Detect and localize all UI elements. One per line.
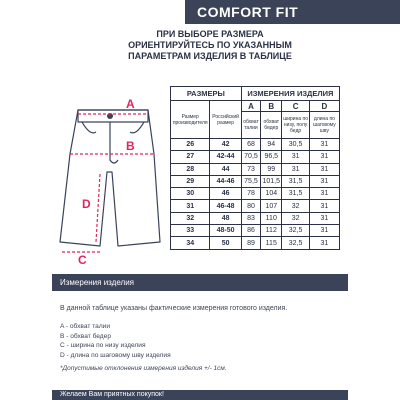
measure-label: обхват бедер [261, 112, 282, 139]
legend-item: C - ширина по низу изделия [60, 342, 146, 350]
header-measurements: ИЗМЕРЕНИЯ ИЗДЕЛИЯ [241, 87, 339, 101]
table-row [171, 151, 340, 163]
table-cell: 44 [210, 163, 241, 175]
table-cell: 29 [171, 175, 210, 187]
brand-title: COMFORT FIT [185, 0, 400, 24]
legend-item: B - обхват бедер [60, 332, 111, 340]
description: В данной таблице указаны фактические измерения готового изделия. [60, 305, 288, 312]
table-row [171, 212, 340, 224]
table-cell: 50 [210, 237, 241, 249]
table-cell: 31,5 [282, 188, 310, 200]
col-russian: Российский размер [210, 101, 241, 139]
tolerance-note: *Допустимые отклонения измерения изделия +/- 1см. [60, 365, 227, 372]
label-a: A [126, 97, 135, 111]
table-cell: 107 [261, 200, 282, 212]
table-cell: 46 [210, 188, 241, 200]
measure-label: ширина по низу, полу бедр [282, 112, 310, 139]
table-cell: 48-50 [210, 225, 241, 237]
col-letter: B [261, 101, 282, 112]
table-cell: 26 [171, 139, 210, 151]
table-cell: 99 [261, 163, 282, 175]
table-cell: 32 [282, 212, 310, 224]
top-bar [0, 0, 400, 24]
table-cell: 32,5 [282, 225, 310, 237]
col-letter: C [282, 101, 310, 112]
section-title: Измерения изделия [52, 274, 348, 291]
table-cell: 31 [309, 139, 339, 151]
legend [60, 322, 171, 360]
table-cell: 31 [309, 225, 339, 237]
size-table [170, 86, 340, 250]
table-row [171, 200, 340, 212]
table-cell: 70,5 [241, 151, 260, 163]
table-cell: 32 [171, 212, 210, 224]
instruction-text [100, 29, 320, 62]
label-b: B [126, 139, 135, 153]
table-cell: 86 [241, 225, 260, 237]
header-sizes: РАЗМЕРЫ [171, 87, 242, 101]
table-cell: 75,5 [241, 175, 260, 187]
label-c: C [78, 253, 87, 264]
table-cell: 110 [261, 212, 282, 224]
table-cell: 31 [309, 212, 339, 224]
table-cell: 31 [309, 175, 339, 187]
table-cell: 33 [171, 225, 210, 237]
table-cell: 104 [261, 188, 282, 200]
table-cell: 31 [309, 163, 339, 175]
table-cell: 89 [241, 237, 260, 249]
table-cell: 78 [241, 188, 260, 200]
measure-label: обхват талии [241, 112, 260, 139]
table-cell: 31 [171, 200, 210, 212]
table-row [171, 175, 340, 187]
table-cell: 94 [261, 139, 282, 151]
table-cell: 44-46 [210, 175, 241, 187]
instruction-line: ПРИ ВЫБОРЕ РАЗМЕРА [156, 29, 264, 39]
table-cell: 31 [309, 200, 339, 212]
table-cell: 31 [309, 237, 339, 249]
table-row [171, 237, 340, 249]
col-maker: Размер производителя [171, 101, 210, 139]
footer: Желаем Вам приятных покупок! [52, 390, 348, 400]
table-cell: 80 [241, 200, 260, 212]
table-cell: 30 [171, 188, 210, 200]
table-row [171, 225, 340, 237]
legend-item: A - обхват талии [60, 323, 111, 330]
table-row [171, 139, 340, 151]
table-cell: 31 [282, 151, 310, 163]
table-cell: 96,5 [261, 151, 282, 163]
instruction-line: ПАРАМЕТРАМ ИЗДЕЛИЯ В ТАБЛИЦЕ [128, 51, 292, 61]
table-cell: 27 [171, 151, 210, 163]
table-cell: 31,5 [282, 175, 310, 187]
table-cell: 30,5 [282, 139, 310, 151]
table-cell: 34 [171, 237, 210, 249]
table-cell: 31 [309, 151, 339, 163]
table-cell: 32 [282, 200, 310, 212]
table-cell: 31 [309, 188, 339, 200]
table-cell: 31 [282, 163, 310, 175]
instruction-line: ОРИЕНТИРУЙТЕСЬ ПО УКАЗАННЫМ [128, 40, 292, 50]
shorts-diagram [52, 96, 168, 264]
table-cell: 32,5 [282, 237, 310, 249]
table-cell: 73 [241, 163, 260, 175]
table-cell: 46-48 [210, 200, 241, 212]
col-letter: A [241, 101, 260, 112]
label-d: D [82, 197, 91, 211]
table-cell: 101,5 [261, 175, 282, 187]
table-row [171, 163, 340, 175]
table-cell: 68 [241, 139, 260, 151]
legend-item: D - длина по шаговому шву изделия [60, 351, 171, 359]
table-cell: 48 [210, 212, 241, 224]
table-cell: 28 [171, 163, 210, 175]
table-row [171, 188, 340, 200]
col-letter: D [309, 101, 339, 112]
table-cell: 42 [210, 139, 241, 151]
measure-label: длина по шаговому шву [309, 112, 339, 139]
table-cell: 115 [261, 237, 282, 249]
table-cell: 83 [241, 212, 260, 224]
table-cell: 42-44 [210, 151, 241, 163]
table-cell: 112 [261, 225, 282, 237]
